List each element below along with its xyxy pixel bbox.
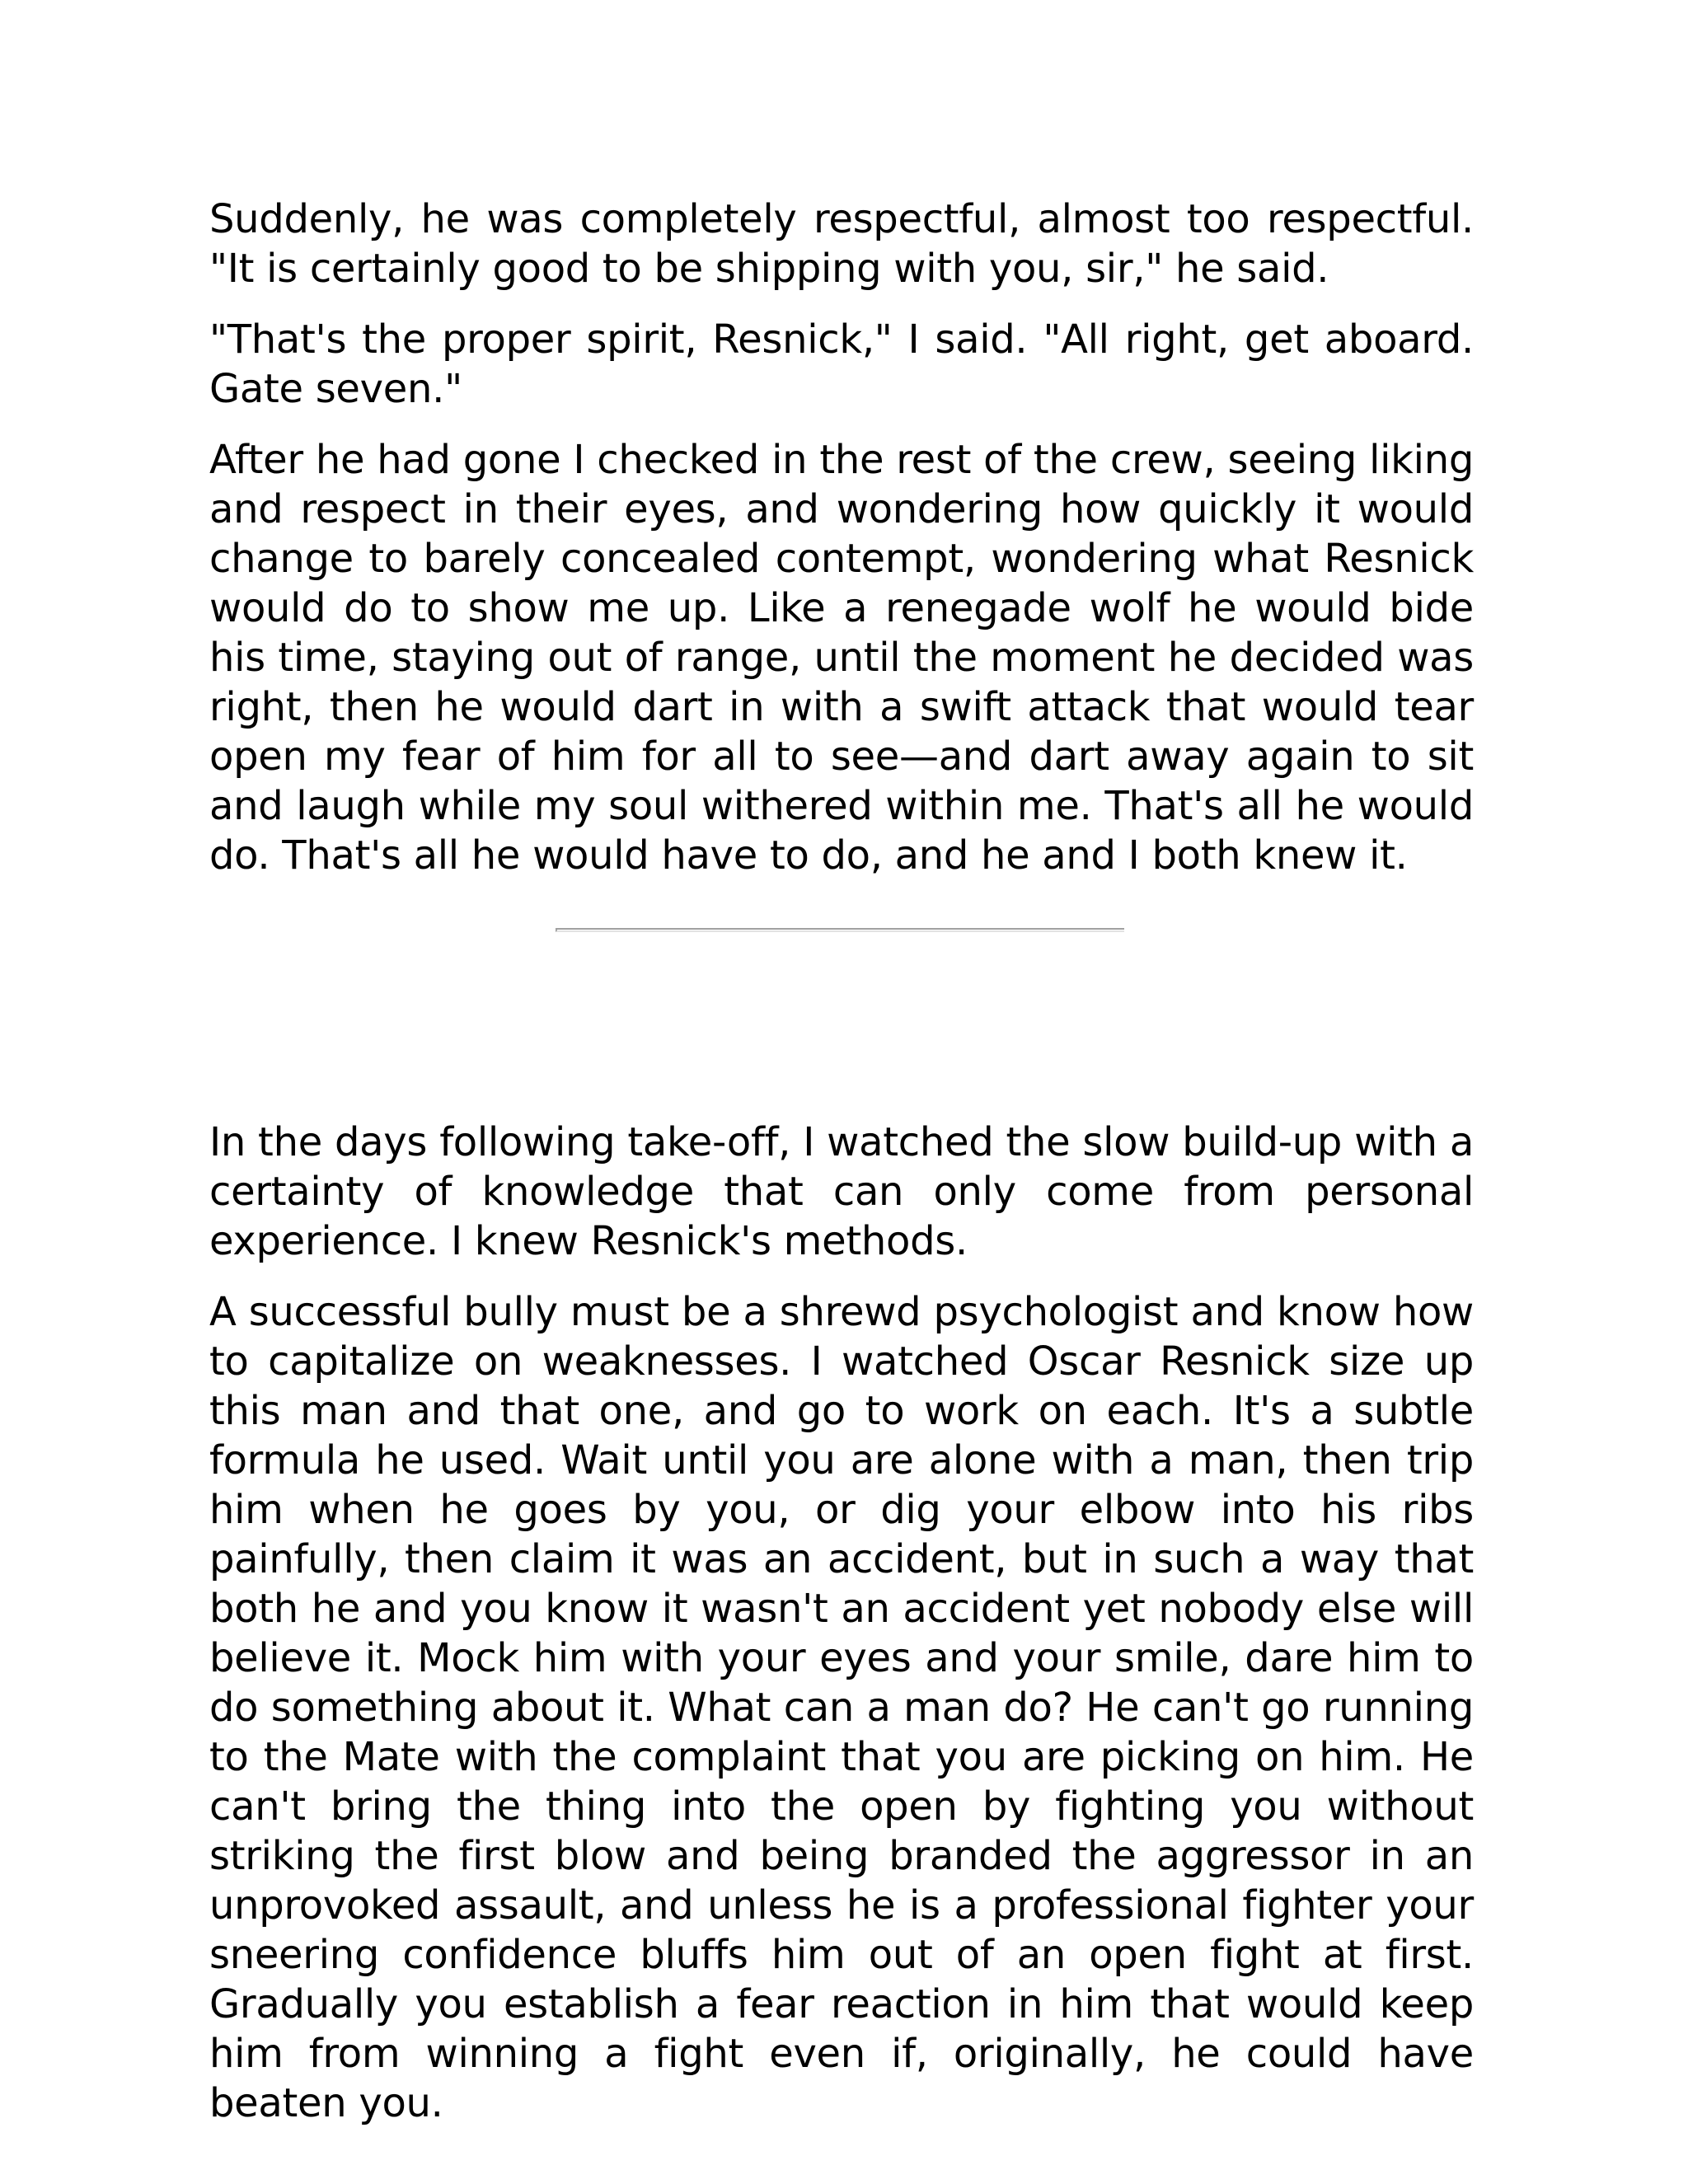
paragraph-4: In the days following take-off, I watched the slow build-up with a certainty of knowledge that can only come from personal experience. I knew Resnick's methods. <box>209 1119 1474 1264</box>
section-break <box>209 928 1474 1118</box>
horizontal-rule <box>556 928 1124 932</box>
paragraph-5: A successful bully must be a shrewd psychologist and know how to capitalize on weaknesses. I watched Oscar Resnick size up this man and that one, and go to work on each. It's a subtle formula he used. Wait until you are alone with a man, then trip him when he goes by you, or dig your elbow into his ribs painfully, then claim it was an accident, but in such a way that both he and you know it wasn't an accident yet nobody else will believe it. Mock him with your eyes and your smile, dare him to do something about it. What can a man do? He can't go running to the Mate with the complaint that you are picking on him. He can't bring the thing into the open by fighting you without striking the first blow and being branded the aggressor in an unprovoked assault, and unless he is a professional fighter your sneering confidence bluffs him out of an open fight at first. Gradually you establish a fear reaction in him that would keep him from winning a fight even if, originally, he could have beaten you. <box>209 1289 1474 2126</box>
paragraph-2: "That's the proper spirit, Resnick," I said. "All right, get aboard. Gate seven." <box>209 316 1474 412</box>
paragraph-3: After he had gone I checked in the rest of the crew, seeing liking and respect in their eyes, and wondering how quickly it would change to barely concealed contempt, wondering what Resnick would do to show me up. Like a renegade wolf he would bide his time, staying out of range, until the moment he decided was right, then he would dart in with a swift attack that would tear open my fear of him for all to see—and dart away again to sit and laugh while my soul withered within me. That's all he would do. That's all he would have to do, and he and I both knew it. <box>209 437 1474 879</box>
paragraph-1: Suddenly, he was completely respectful, almost too respectful. "It is certainly good to be shipping with you, sir," he said. <box>209 196 1474 292</box>
page-content <box>209 194 1474 2149</box>
